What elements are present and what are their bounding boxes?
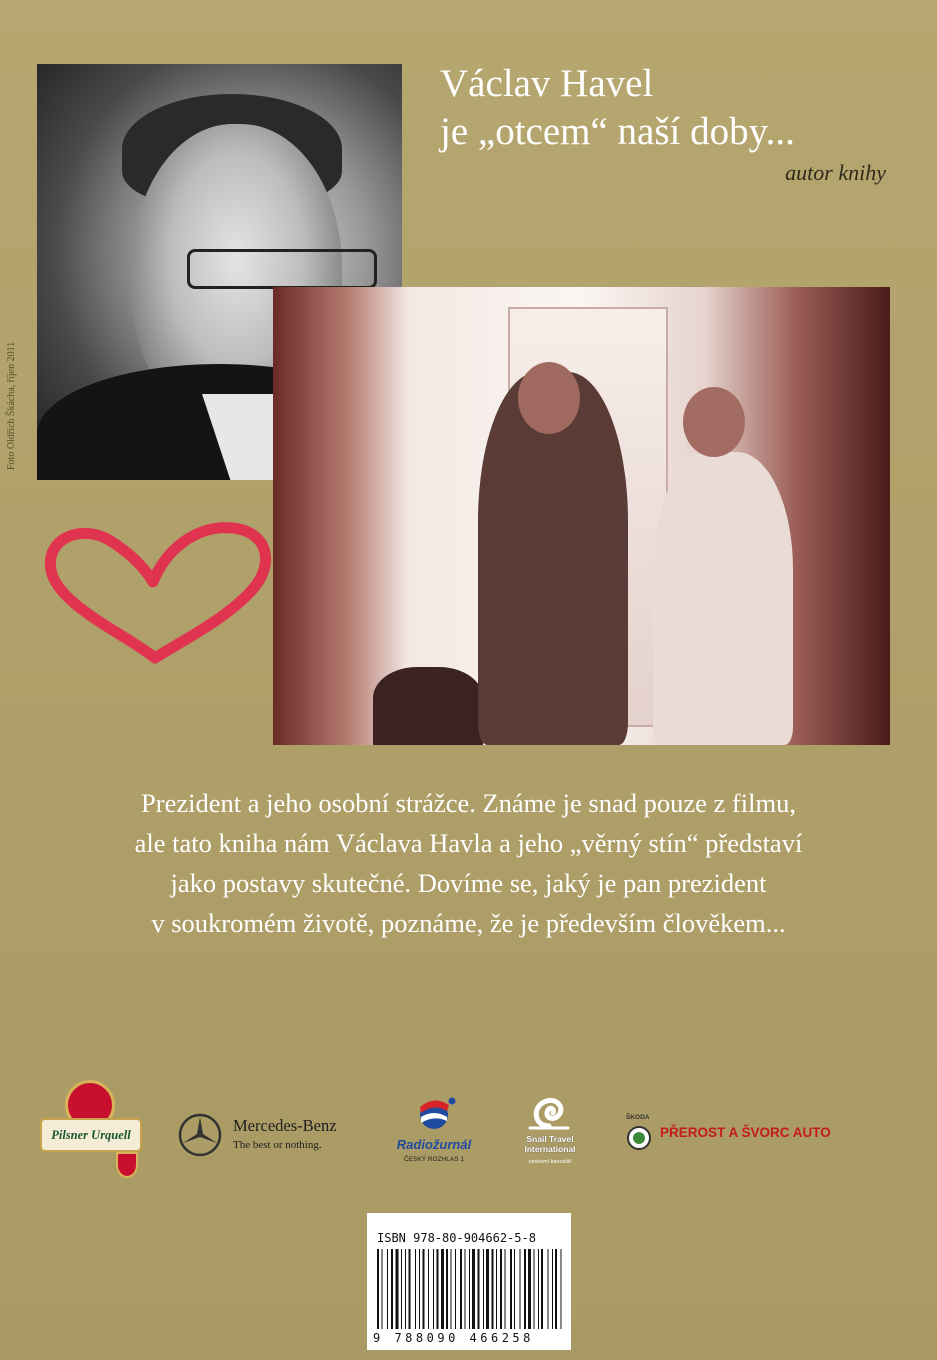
photo-credit: Foto Oldřich Škácha, říjen 2011 — [6, 341, 17, 470]
bodyguard-head — [518, 362, 580, 434]
snail-travel-sub: cestovní kancelář — [528, 1159, 572, 1165]
president-head — [683, 387, 745, 457]
barcode-box — [367, 1213, 571, 1350]
radiozurnal-sub: ČESKÝ ROZHLAS 1 — [404, 1156, 464, 1163]
snail-travel-name: Snail Travel International — [524, 1134, 576, 1154]
quote-line-1: Václav Havel — [440, 62, 654, 105]
blurb-line: Prezident a jeho osobní strážce. Známe je snad pouze z filmu, — [141, 788, 796, 818]
mercedes-name: Mercedes-Benz — [233, 1116, 337, 1135]
isbn-label: ISBN 978-80-904662-5-8 — [377, 1231, 536, 1245]
pilsner-crest-icon — [116, 1152, 138, 1178]
pilsner-urquell-logo — [40, 1080, 145, 1180]
plant-box — [373, 667, 483, 745]
book-blurb — [30, 783, 907, 943]
bodyguard-figure — [478, 372, 628, 745]
mercedes-star-icon — [177, 1112, 223, 1158]
radiozurnal-mark-icon — [409, 1093, 459, 1133]
skoda-dealer-logo — [625, 1114, 855, 1154]
heart-icon — [37, 510, 277, 675]
quote-attribution: autor knihy — [785, 160, 886, 185]
snail-icon — [524, 1088, 574, 1132]
barcode-icon — [375, 1249, 563, 1329]
pilsner-banner: Pilsner Urquell — [40, 1118, 142, 1152]
mercedes-tagline: The best or nothing. — [233, 1139, 322, 1151]
skoda-badge-icon — [627, 1126, 651, 1150]
quote-line-2: je „otcem“ naší doby... — [440, 110, 795, 153]
blurb-line: ale tato kniha nám Václava Havla a jeho „věrný stín“ představí — [134, 828, 803, 858]
radiozurnal-logo — [384, 1093, 484, 1168]
doorway-photo — [273, 287, 890, 745]
blurb-line: v soukromém životě, poznáme, že je především člověkem... — [151, 908, 786, 938]
sponsor-logos — [0, 1070, 937, 1180]
president-figure — [653, 452, 793, 745]
skoda-dealer-name: PŘEROST A ŠVORC AUTO — [660, 1125, 831, 1140]
snail-travel-logo — [510, 1088, 590, 1168]
blurb-line: jako postavy skutečné. Dovíme se, jaký je pan prezident — [170, 868, 767, 898]
skoda-brand: ŠKODA — [626, 1114, 650, 1121]
portrait-glasses — [187, 249, 377, 289]
mercedes-benz-logo — [177, 1108, 367, 1158]
radiozurnal-name: Radiožurnál — [396, 1137, 472, 1152]
ean-digits: 9 788090 466258 — [373, 1331, 534, 1345]
cover-quote — [440, 60, 900, 156]
